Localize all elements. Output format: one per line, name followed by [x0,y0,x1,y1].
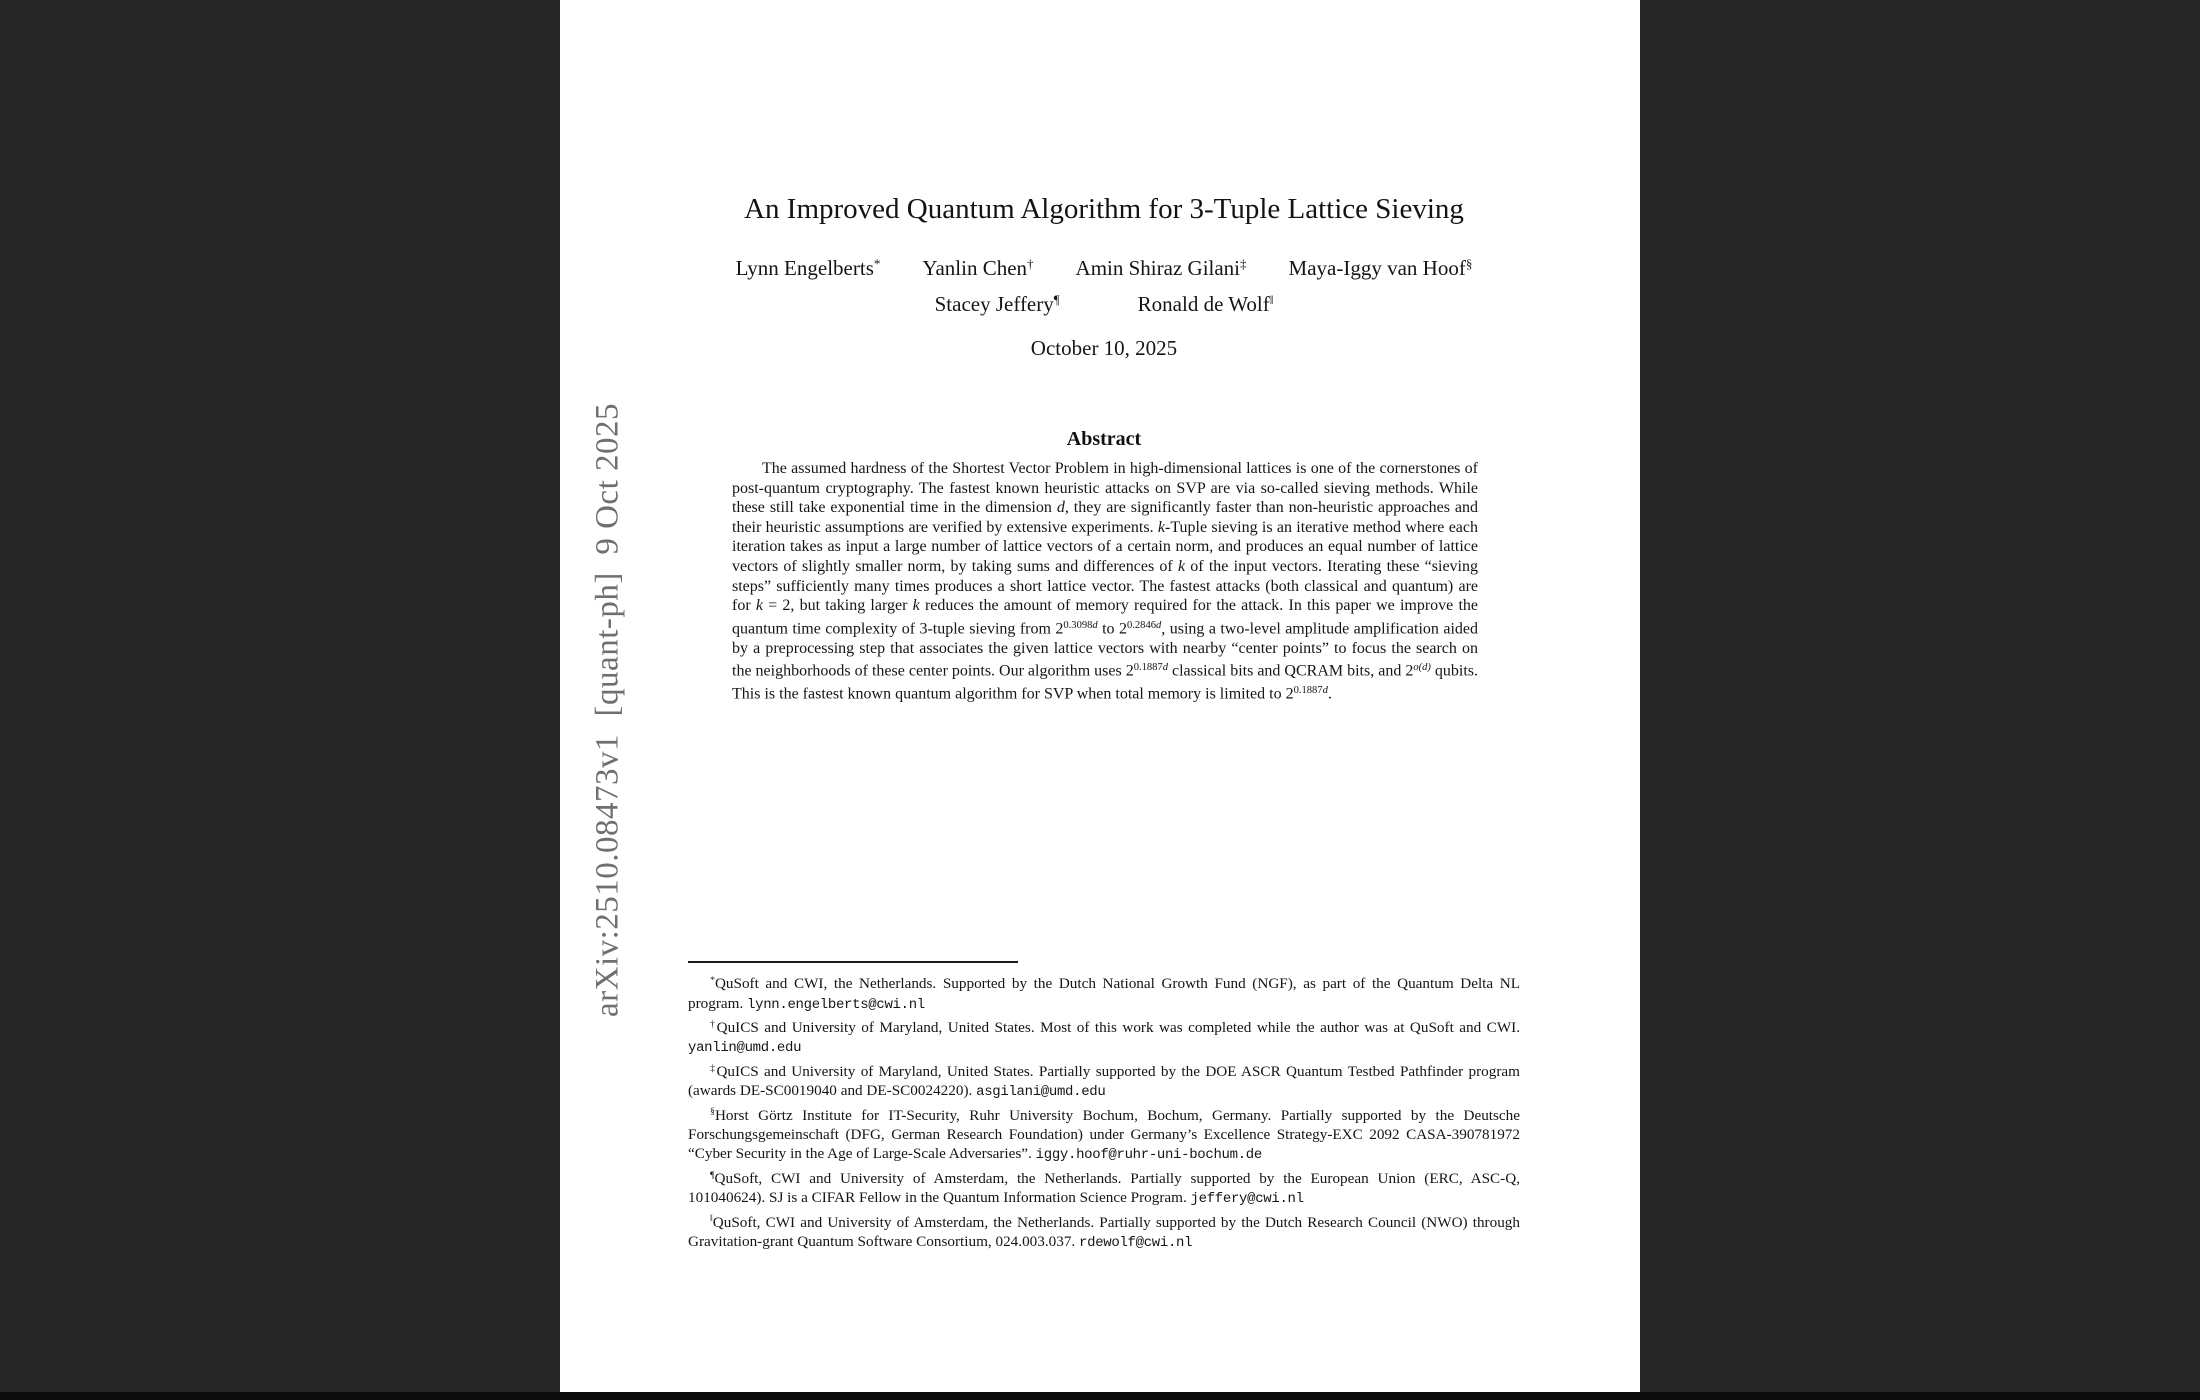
viewer-bottom-bar [0,1392,2200,1400]
footnote-text [688,1107,1520,1162]
author-name: Ronald de Wolf [1137,292,1270,317]
author-name: Stacey Jeffery [934,292,1054,317]
author-name: Lynn Engelberts [735,256,874,281]
author-footnote-mark: § [1465,256,1473,271]
author-name: Yanlin Chen [922,256,1028,281]
author-jeffery [935,292,1060,317]
text-segment: d [1092,619,1098,631]
footnote-rule [688,961,1018,963]
footnote-de-wolf [688,1209,1520,1253]
footnote-text [688,1170,1520,1206]
footnote-mark: ¶ [710,1169,715,1181]
author-row-1 [688,256,1520,281]
footnote-chen [688,1015,1520,1059]
footnote-gilani [688,1059,1520,1103]
paper-title: An Improved Quantum Algorithm for 3-Tuple Lattice Sieving [744,193,1464,225]
footnote-jeffery [688,1166,1520,1210]
text-segment: 0.1887 [1133,662,1163,674]
text-segment: QuSoft and CWI, the Netherlands. Supported by the Dutch National Growth Fund (NGF), as part of the Quantum Delta NL program. [688,975,1520,1012]
text-segment: d [1156,619,1162,631]
author-footnote-mark: † [1027,256,1034,271]
text-segment: jeffery@cwi.nl [1190,1191,1304,1208]
author-footnote-mark: ‖ [1269,292,1274,307]
footnotes-block [688,971,1520,1253]
author-row-2 [688,292,1520,317]
text-segment: d [1322,685,1328,697]
paper-date: October 10, 2025 [1030,336,1178,360]
footnote-mark: ‡ [710,1062,717,1074]
text-segment: of the input vectors. Iterating these “sieving steps” sufficiently many times produces a short lattice vector. The fastest attacks (both classical and quantum) are for [732,557,1479,615]
footnote-mark: * [710,975,715,986]
text-segment: 0.1887 [1293,685,1323,697]
text-segment: QuSoft, CWI and University of Amsterdam, the Netherlands. Partially supported by the European Union (ERC, ASC-Q, 101040624). SJ is a CIFAR Fellow in the Quantum Information Science Program. [688,1169,1520,1207]
text-segment: 0.2846 [1127,619,1157,631]
arxiv-watermark: arXiv:2510.08473v1 [quant-ph] 9 Oct 2025 [589,403,626,1017]
text-segment: rdewolf@cwi.nl [1079,1234,1193,1251]
text-segment: QuICS and University of Maryland, United States. Most of this work was completed while the author was at QuSoft and CWI. [716,1019,1521,1037]
text-segment: d [1056,499,1065,517]
text-segment: Horst Görtz Institute for IT-Security, Ruhr University Bochum, Bochum, Germany. Partially supported by the Deutsche Forschungsgemeinschaft (DFG, German Research Foundation) under Germany’s Excellence Strategy-EXC 2092 CASA-390781972 “Cyber Security in the Age of Large-Scale Adversaries”. [688,1106,1520,1163]
text-segment: , they are significantly faster than non-heuristic approaches and their heuristic assumptions are verified by extensive experiments. [732,499,1479,536]
text-segment: yanlin@umd.edu [688,1040,802,1057]
text-segment: classical bits and QCRAM bits, and 2 [1168,662,1414,680]
footnote-text [688,1214,1520,1250]
author-name: Amin Shiraz Gilani [1075,256,1241,281]
footnote-text [688,1019,1520,1055]
abstract-heading: Abstract [1066,428,1142,450]
footnote-mark: ‖ [710,1213,713,1225]
text-segment: -Tuple sieving is an iterative method where each iteration takes as input a large number of lattice vectors of a certain norm, and produces an equal number of lattice vectors of slightly smaller norm, by taking sums and differences of [732,518,1478,575]
author-de-wolf [1138,292,1274,317]
text-segment: iggy.hoof@ruhr-uni-bochum.de [1035,1147,1262,1164]
text-segment: asgilani@umd.edu [976,1084,1106,1101]
text-segment: to 2 [1097,620,1127,638]
author-footnote-mark: * [873,256,881,271]
text-segment: o(d) [1413,662,1431,674]
author-chen [922,256,1033,281]
text-segment: qubits. This is the fastest known quantum algorithm for SVP when total memory is limited to 2 [732,662,1479,703]
pdf-page [560,0,1640,1392]
footnote-van-hoof [688,1102,1520,1165]
text-segment: k [755,597,763,615]
text-segment: 0.3098 [1063,619,1093,631]
text-segment: reduces the amount of memory required for the attack. In this paper we improve the quantum time complexity of 3-tuple sieving from 2 [732,597,1479,638]
footnote-mark: § [710,1106,715,1118]
footnote-mark: † [710,1018,717,1030]
text-segment: = 2, but taking larger [762,597,913,615]
author-engelberts [736,256,881,281]
footnote-text [688,1063,1520,1099]
author-footnote-mark: ‡ [1240,256,1247,271]
text-segment: k [912,597,920,615]
text-segment: k [1177,557,1186,575]
author-name: Maya-Iggy van Hoof [1288,256,1466,281]
text-segment: d [1162,662,1168,674]
text-segment: QuSoft, CWI and University of Amsterdam, the Netherlands. Partially supported by the Dutch Research Council (NWO) through Gravitation-grant Quantum Software Consortium, 024.003.037. [688,1213,1520,1250]
text-segment: . [1327,685,1332,703]
footnote-text [688,975,1520,1011]
text-segment: QuICS and University of Maryland, United States. Partially supported by the DOE ASCR Quantum Testbed Pathfinder program (awards DE-SC0019040 and DE-SC0024220). [688,1063,1520,1100]
author-van-hoof [1289,256,1473,281]
author-footnote-mark: ¶ [1053,292,1060,307]
text-segment: lynn.engelberts@cwi.nl [747,996,925,1013]
text-segment: k [1157,518,1165,536]
abstract-text [732,459,1478,704]
author-gilani [1076,256,1247,281]
text-segment: The assumed hardness of the Shortest Vector Problem in high-dimensional lattices is one of the cornerstones of post-quantum cryptography. The fastest known heuristic attacks on SVP are via so-called sieving methods. While these still take exponential time in the dimension [732,460,1478,517]
footnote-engelberts [688,971,1520,1015]
text-segment: , using a two-level amplitude amplification aided by a preprocessing step that associates the given lattice vectors with nearby “center points” to focus the search on the neighborhoods of these center points. Our algorithm uses 2 [732,620,1478,680]
